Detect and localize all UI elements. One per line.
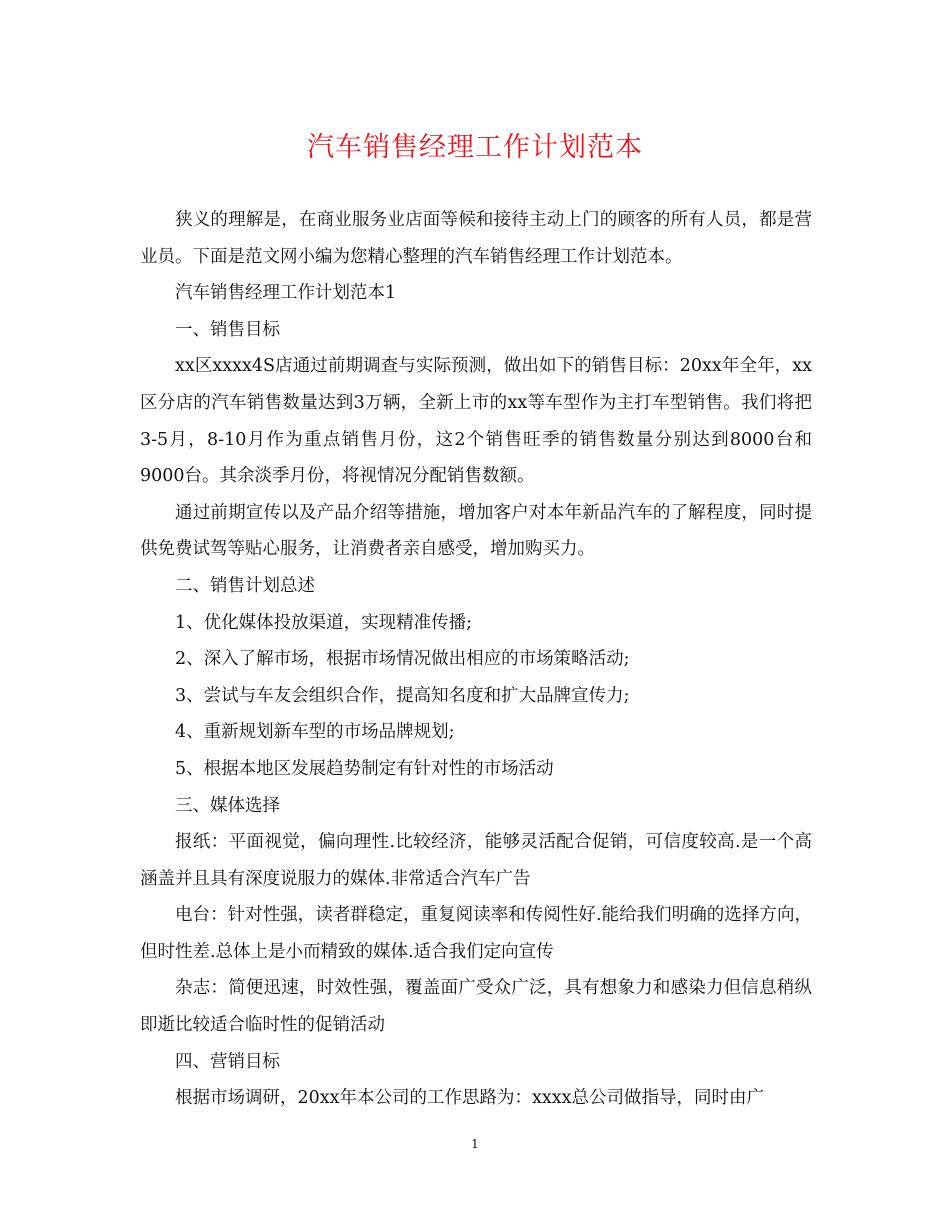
paragraph-magazine: 杂志：简便迅速，时效性强，覆盖面广受众广泛，具有想象力和感染力但信息稍纵即逝比较适合临时性的促销活动 xyxy=(140,978,812,1036)
paragraph-intro: 狭义的理解是，在商业服务业店面等候和接待主动上门的顾客的所有人员，都是营业员。下面是范文网小编为您精心整理的汽车销售经理工作计划范本。 xyxy=(140,210,812,267)
list-item: 4、重新规划新车型的市场品牌规划; xyxy=(175,722,455,743)
paragraph-sales-target: xx区xxxx4S店通过前期调查与实际预测，做出如下的销售目标：20xx年全年，xx区分店的汽车销售数量达到3万辆，全新上市的xx等车型作为主打车型销售。我们将把3-5月，8-10月作为重点销售月份，这2个销售旺季的销售数量分别达到8000台和9000台。其余淡季月份，将视情况分配销售数额。 xyxy=(140,356,812,487)
section-heading-plan-overview: 二、销售计划总述 xyxy=(175,575,315,596)
document-title: 汽车销售经理工作计划范本 xyxy=(307,132,643,163)
section-heading-marketing-target: 四、营销目标 xyxy=(175,1051,280,1072)
paragraph-radio: 电台：针对性强，读者群稳定，重复阅读率和传阅性好.能给我们明确的选择方向，但时性差.总体上是小而精致的媒体.适合我们定向宣传 xyxy=(140,905,812,962)
section-heading-media-selection: 三、媒体选择 xyxy=(175,795,280,816)
paragraph-promotion: 通过前期宣传以及产品介绍等措施，增加客户对本年新品汽车的了解程度，同时提供免费试驾等贴心服务，让消费者亲自感受，增加购买力。 xyxy=(140,502,812,560)
list-item: 5、根据本地区发展趋势制定有针对性的市场活动 xyxy=(175,758,554,779)
list-item: 1、优化媒体投放渠道，实现精准传播; xyxy=(175,612,473,633)
page-number: 1 xyxy=(471,1137,479,1151)
document-body xyxy=(140,202,812,1117)
paragraph-newspaper: 报纸：平面视觉，偏向理性.比较经济，能够灵活配合促销，可信度较高.是一个高涵盖并且具有深度说服力的媒体.非常适合汽车广告 xyxy=(140,832,812,889)
paragraph-plan-heading: 汽车销售经理工作计划范本1 xyxy=(175,283,397,304)
list-item: 3、尝试与车友会组织合作，提高知名度和扩大品牌宣传力; xyxy=(175,685,630,706)
paragraph-marketing: 根据市场调研，20xx年本公司的工作思路为：xxxx总公司做指导，同时由广 xyxy=(175,1088,764,1109)
list-item: 2、深入了解市场，根据市场情况做出相应的市场策略活动; xyxy=(175,649,630,670)
section-heading-sales-target: 一、销售目标 xyxy=(175,319,280,340)
